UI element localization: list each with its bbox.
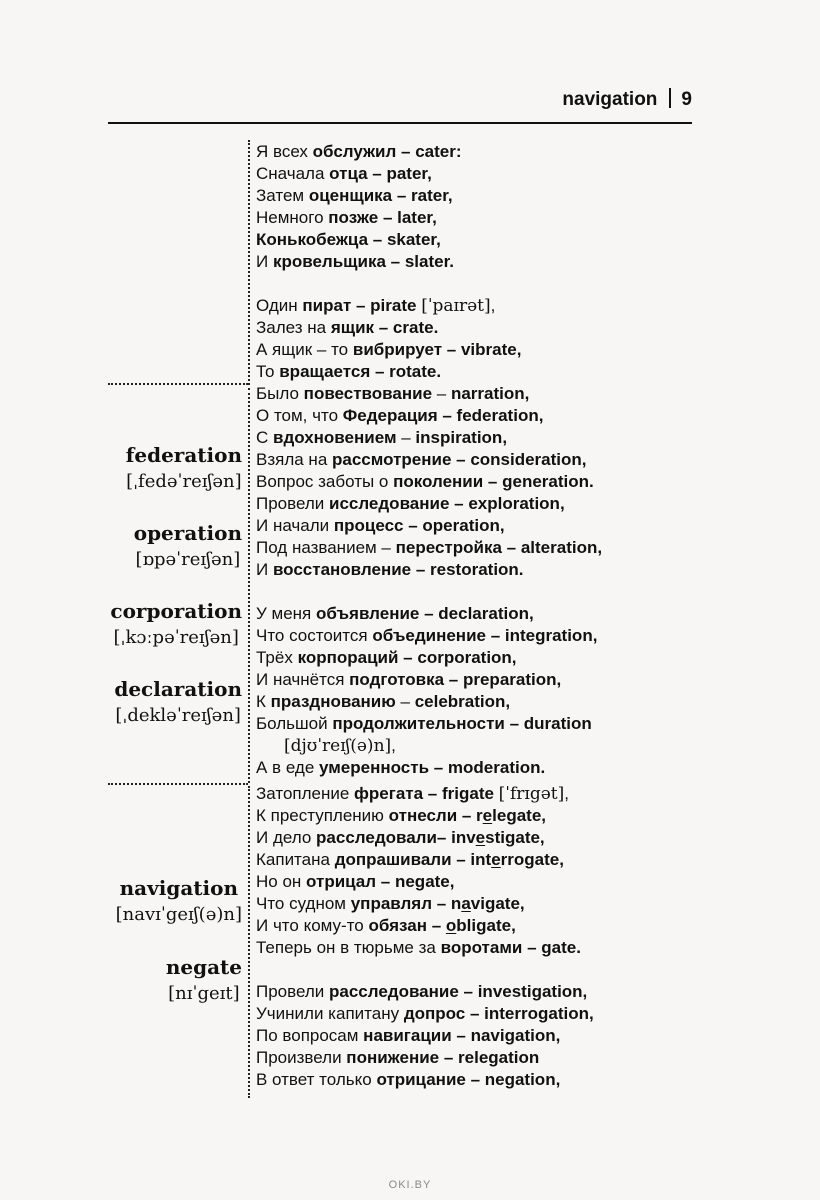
verse-bold-text: фрегата – frigate: [354, 784, 499, 803]
verse-bold-text: подготовка – preparation,: [349, 670, 562, 689]
verse-line: [256, 186, 453, 206]
transcription: [ˌfedəˈreɪʃən]: [126, 471, 242, 492]
verse-bold-text: навигации – navigation,: [363, 1026, 561, 1045]
verse-bold-text: celebration,: [414, 692, 511, 711]
verse-text: Учинили капитану: [256, 1004, 404, 1023]
dotted-divider-3: [248, 786, 250, 1098]
verse-bold-text: корпораций – corporation,: [297, 648, 517, 667]
verse-bold-text: вдохновением: [273, 428, 397, 447]
verse-transcription: [djʊˈreɪʃ(ə)n]: [284, 736, 392, 756]
verse-bold-text: допрос – interrogation,: [403, 1004, 594, 1023]
verse-line: [256, 384, 529, 404]
verse-line: [256, 828, 545, 848]
verse-bold-text: повествование: [303, 384, 433, 403]
verse-line: [256, 450, 587, 470]
verse-text: Что судном: [256, 894, 351, 913]
transcription: [navɪˈgeɪʃ(ə)n]: [115, 904, 242, 925]
verse-bold-text: обязан –: [368, 916, 446, 935]
verse-line: [256, 784, 569, 804]
verse-text: Но он: [256, 872, 307, 891]
headword-federation: [126, 443, 242, 492]
verse-bold-text: оценщика – rater,: [308, 186, 453, 205]
section-separator-1: [108, 383, 248, 385]
verse-transcription: [ˈpaɪrət]: [421, 296, 491, 316]
headword-declaration: [114, 677, 242, 726]
verse-bold-text: bligate,: [456, 916, 516, 935]
verse-text: Затопление: [256, 784, 355, 803]
verse-line: [256, 806, 546, 826]
verse-line: [256, 428, 507, 448]
verse-bold-text: отрицал – negate,: [306, 872, 455, 891]
verse-line: [256, 472, 594, 492]
verse-line: [256, 1004, 594, 1024]
verse-line: [256, 362, 441, 382]
verse-bold-text: расследовали– inv: [316, 828, 476, 847]
headword: declaration: [114, 677, 242, 701]
header-rule: [108, 122, 692, 124]
verse-text: С: [256, 428, 273, 447]
verse-line: [256, 1048, 539, 1068]
verse-bold-text: отца – pater,: [329, 164, 432, 183]
verse-text: А в еде: [256, 758, 319, 777]
verse-text: Затем: [256, 186, 309, 205]
verse-line: [256, 872, 454, 892]
verse-bold-text: рассмотрение – consideration,: [332, 450, 587, 469]
verse-text: Вопрос заботы о: [256, 472, 394, 491]
verse-text: А ящик – то: [256, 340, 353, 359]
verse-text: И: [256, 252, 273, 271]
verse-text: И что кому-то: [256, 916, 369, 935]
verse-line: [256, 406, 543, 426]
verse-text: О том, что: [256, 406, 343, 425]
verse-text: У меня: [256, 604, 316, 623]
verse-bold-text: e: [491, 850, 501, 869]
verse-bold-text: a: [461, 894, 471, 913]
verse-text: И начали: [256, 516, 334, 535]
verse-line: [256, 604, 534, 624]
verse-text: Залез на: [256, 318, 331, 337]
verse-bold-text: rrogate,: [500, 850, 564, 869]
verse-bold-text: legate,: [492, 806, 546, 825]
verse-line: [256, 758, 545, 778]
headword: navigation: [119, 876, 239, 900]
verse-text: В ответ только: [256, 1070, 377, 1089]
verse-text: Было: [256, 384, 304, 403]
headword: federation: [125, 443, 242, 467]
verse-text: По вопросам: [256, 1026, 364, 1045]
verse-bold-text: понижение – relegation: [346, 1048, 540, 1067]
verse-line: [256, 982, 587, 1002]
verse-line: [256, 938, 581, 958]
verse-line: [256, 1070, 560, 1090]
verse-text: Провели: [256, 982, 329, 1001]
transcription: [ɒpəˈreɪʃən]: [135, 549, 241, 570]
verse-bold-text: обслужил – cater:: [312, 142, 462, 161]
verse-bold-text: Конькобежца – skater,: [256, 230, 441, 249]
verse-line: [256, 670, 561, 690]
verse-bold-text: процесс – operation,: [333, 516, 505, 535]
verse-text: Провели: [256, 494, 329, 513]
verse-bold-text: ящик – crate.: [330, 318, 439, 337]
verse-bold-text: вибрирует – vibrate,: [352, 340, 522, 359]
verse-text: –: [396, 428, 416, 447]
verse-bold-text: допрашивали – int: [334, 850, 492, 869]
verse-bold-text: поколении – generation.: [393, 472, 594, 491]
verse-text: Взяла на: [256, 450, 333, 469]
watermark: OKI.BY: [388, 1179, 432, 1191]
verse-bold-text: управлял – n: [350, 894, 462, 913]
verse-bold-text: e: [475, 828, 486, 847]
verse-bold-text: умеренность – moderation.: [319, 758, 546, 777]
verse-text: Капитана: [256, 850, 335, 869]
verse-bold-text: e: [482, 806, 493, 825]
verse-bold-text: narration,: [450, 384, 530, 403]
verse-line: [256, 318, 438, 338]
verse-bold-text: восстановление – restoration.: [272, 560, 524, 579]
running-header: [562, 88, 692, 111]
verse-bold-text: продолжительности – duration: [332, 714, 592, 733]
transcription: [nɪˈgeɪt]: [168, 983, 240, 1004]
verse-line: [256, 164, 432, 184]
page-number: 9: [681, 89, 692, 110]
verse-line: [256, 560, 524, 580]
verse-text: Под названием –: [256, 538, 396, 557]
verse-line: [256, 230, 441, 250]
verse-line: [256, 516, 505, 536]
section-separator-2: [108, 783, 248, 785]
verse-text: И начнётся: [256, 670, 350, 689]
verse-text: Что состоится: [256, 626, 373, 645]
verse-line: [256, 208, 437, 228]
verse-bold-text: vigate,: [470, 894, 525, 913]
verse-text: –: [395, 692, 415, 711]
verse-text: ,: [391, 736, 396, 755]
verse-text: Трёх: [256, 648, 298, 667]
verse-bold-text: отрицание – negation,: [376, 1070, 561, 1089]
verse-line: [256, 296, 495, 316]
verse-bold-text: воротами – gate.: [440, 938, 581, 957]
dotted-divider-2: [248, 388, 250, 783]
verse-bold-text: inspiration,: [415, 428, 508, 447]
verse-line: [256, 626, 597, 646]
verse-line: [256, 1026, 560, 1046]
verse-bold-text: позже – later,: [328, 208, 437, 227]
verse-text: И: [256, 560, 273, 579]
verse-text: –: [432, 384, 451, 403]
verse-bold-text: расследование – investigation,: [329, 982, 588, 1001]
verse-text: Большой: [256, 714, 333, 733]
verse-text: То: [256, 362, 280, 381]
verse-line: [256, 692, 510, 712]
verse-line: [284, 736, 396, 756]
verse-line: [256, 340, 521, 360]
verse-line: [256, 494, 565, 514]
verse-text: Теперь он в тюрьме за: [256, 938, 441, 957]
verse-text: К преступлению: [256, 806, 389, 825]
transcription: [ˌdekləˈreɪʃən]: [115, 705, 241, 726]
verse-transcription: [ˈfrɪgət]: [498, 784, 565, 804]
verse-bold-text: объединение – integration,: [372, 626, 598, 645]
headword-negate: [166, 955, 242, 1004]
verse-line: [256, 714, 592, 734]
verse-text: Я всех: [256, 142, 313, 161]
verse-bold-text: празднованию: [270, 692, 396, 711]
verse-line: [256, 142, 462, 162]
verse-bold-text: пират – pirate: [302, 296, 422, 315]
verse-line: [256, 538, 602, 558]
verse-text: ,: [564, 784, 569, 803]
verse-bold-text: вращается – rotate.: [279, 362, 442, 381]
verse-bold-text: кровельщика – slater.: [272, 252, 454, 271]
verse-bold-text: stigate,: [485, 828, 545, 847]
headword-operation: [134, 521, 242, 570]
header-divider: [669, 88, 671, 108]
verse-bold-text: Федерация – federation,: [342, 406, 544, 425]
verse-text: Один: [256, 296, 303, 315]
verse-text: Немного: [256, 208, 329, 227]
verse-bold-text: перестройка – alteration,: [395, 538, 603, 557]
dotted-divider-1: [248, 140, 250, 385]
header-title: navigation: [562, 89, 658, 110]
headword-corporation: [110, 599, 242, 648]
verse-line: [256, 916, 516, 936]
verse-line: [256, 648, 517, 668]
verse-text: И дело: [256, 828, 317, 847]
headword-navigation: [116, 876, 242, 925]
verse-text: Произвели: [256, 1048, 347, 1067]
transcription: [ˌkɔːpəˈreɪʃən]: [113, 627, 239, 648]
verse-line: [256, 850, 564, 870]
verse-line: [256, 252, 454, 272]
verse-bold-text: объявление – declaration,: [315, 604, 534, 623]
verse-text: ,: [490, 296, 496, 315]
verse-line: [256, 894, 525, 914]
verse-text: К: [256, 692, 271, 711]
verse-bold-text: исследование – exploration,: [329, 494, 565, 513]
verse-bold-text: o: [445, 916, 457, 935]
headword: corporation: [110, 599, 242, 623]
headword: negate: [165, 955, 242, 979]
verse-bold-text: отнесли – r: [388, 806, 483, 825]
verse-text: Сначала: [256, 164, 330, 183]
headword: operation: [133, 521, 242, 545]
